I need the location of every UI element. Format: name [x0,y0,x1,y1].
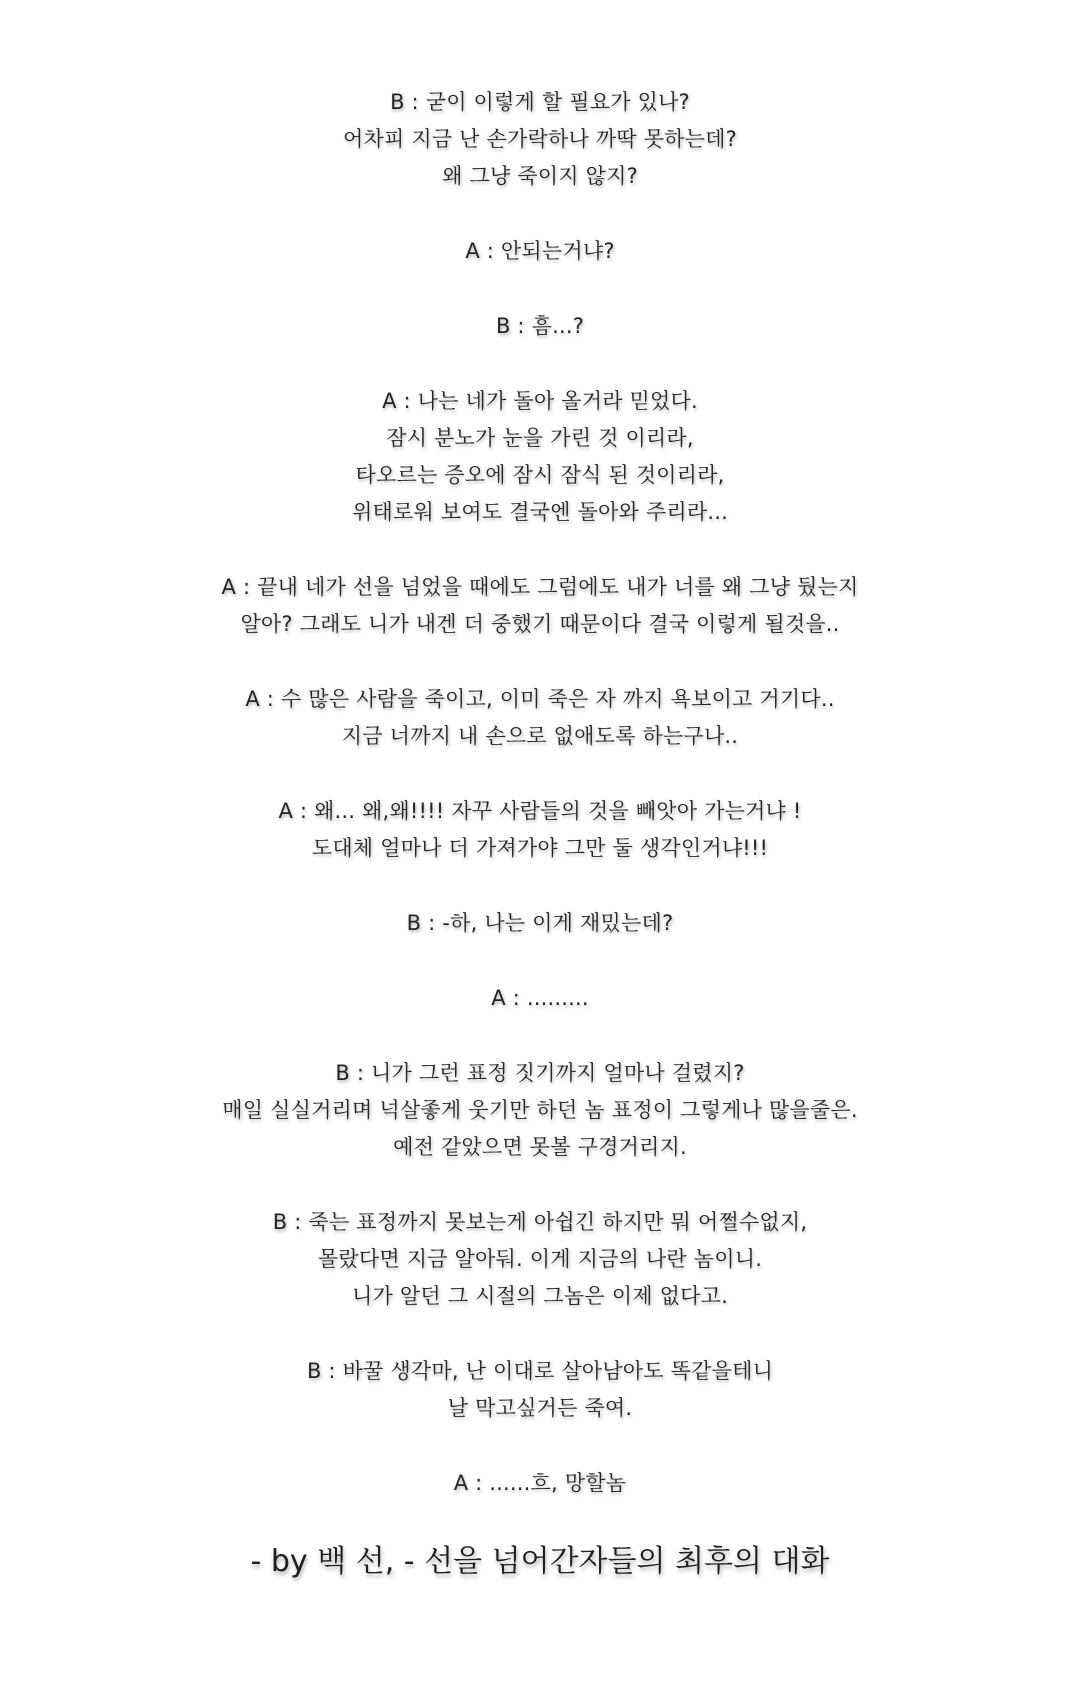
dialogue-stanza [0,1055,1080,1166]
dialogue-stanza [0,1465,1080,1502]
dialogue-line: B : -하, 나는 이게 재밌는데? [406,911,674,935]
dialogue-line: 어차피 지금 난 손가락하나 까딱 못하는데? [343,127,737,151]
dialogue-line: A : 끝내 네가 선을 넘었을 때에도 그럼에도 내가 너를 왜 그냥 뒀는지 [221,575,859,599]
dialogue-stanza [0,84,1080,195]
dialogue-stanza [0,569,1080,643]
dialogue-stanza [0,1353,1080,1427]
dialogue-stanza [0,383,1080,531]
dialogue-line: 니가 알던 그 시절의 그놈은 이제 없다고. [352,1284,728,1308]
dialogue-page [0,84,1080,1584]
dialogue-line: 지금 너까지 내 손으로 없애도록 하는구나.. [341,724,739,748]
dialogue-line: 위태로워 보여도 결국엔 돌아와 주리라... [352,500,728,524]
dialogue-line: A : 안되는거냐? [465,239,615,263]
dialogue-line: 예전 같았으면 못볼 구경거리지. [393,1135,687,1159]
dialogue-line: B : 죽는 표정까지 못보는게 아쉽긴 하지만 뭐 어쩔수없지, [272,1210,808,1234]
dialogue-line: A : ......흐, 망할놈 [453,1471,627,1495]
dialogue-stanza [0,1204,1080,1315]
dialogue-line: B : 바꿀 생각마, 난 이대로 살아남아도 똑같을테니 [306,1359,774,1383]
dialogue-line: 타오르는 증오에 잠시 잠식 된 것이리라, [355,463,725,487]
dialogue-line: A : 왜... 왜,왜!!!! 자꾸 사람들의 것을 빼앗아 가는거냐 ! [278,799,802,823]
dialogue-stanza [0,980,1080,1017]
dialogue-line: 도대체 얼마나 더 가져가야 그만 둘 생각인거냐!!! [311,836,769,860]
dialogue-line: B : 니가 그런 표정 짓기까지 얼마나 걸렸지? [335,1061,745,1085]
dialogue-stanza [0,793,1080,867]
dialogue-line: 매일 실실거리며 넉살좋게 웃기만 하던 놈 표정이 그렇게나 많을줄은. [222,1098,858,1122]
signature: - by 백 선, - 선을 넘어간자들의 최후의 대화 [250,1544,830,1579]
dialogue-stanza [0,308,1080,345]
dialogue-line: A : 나는 네가 돌아 올거라 믿었다. [382,389,698,413]
dialogue-line: 날 막고싶거든 죽여. [447,1396,633,1420]
dialogue-line: A : ......... [491,986,589,1010]
dialogue-stanza [0,905,1080,942]
dialogue-line: B : 굳이 이렇게 할 필요가 있나? [390,90,690,114]
dialogue-line: 왜 그냥 죽이지 않지? [442,164,638,188]
dialogue-line: A : 수 많은 사람을 죽이고, 이미 죽은 자 까지 욕보이고 거기다.. [245,687,835,711]
dialogue-stanza [0,681,1080,755]
dialogue-stanza [0,233,1080,270]
dialogue-line: B : 흠...? [495,314,585,338]
dialogue-line: 알아? 그래도 니가 내겐 더 중했기 때문이다 결국 이렇게 될것을.. [240,612,840,636]
dialogue-line: 몰랐다면 지금 알아둬. 이게 지금의 나란 놈이니. [317,1247,763,1271]
dialogue-line: 잠시 분노가 눈을 가린 것 이리라, [386,426,694,450]
